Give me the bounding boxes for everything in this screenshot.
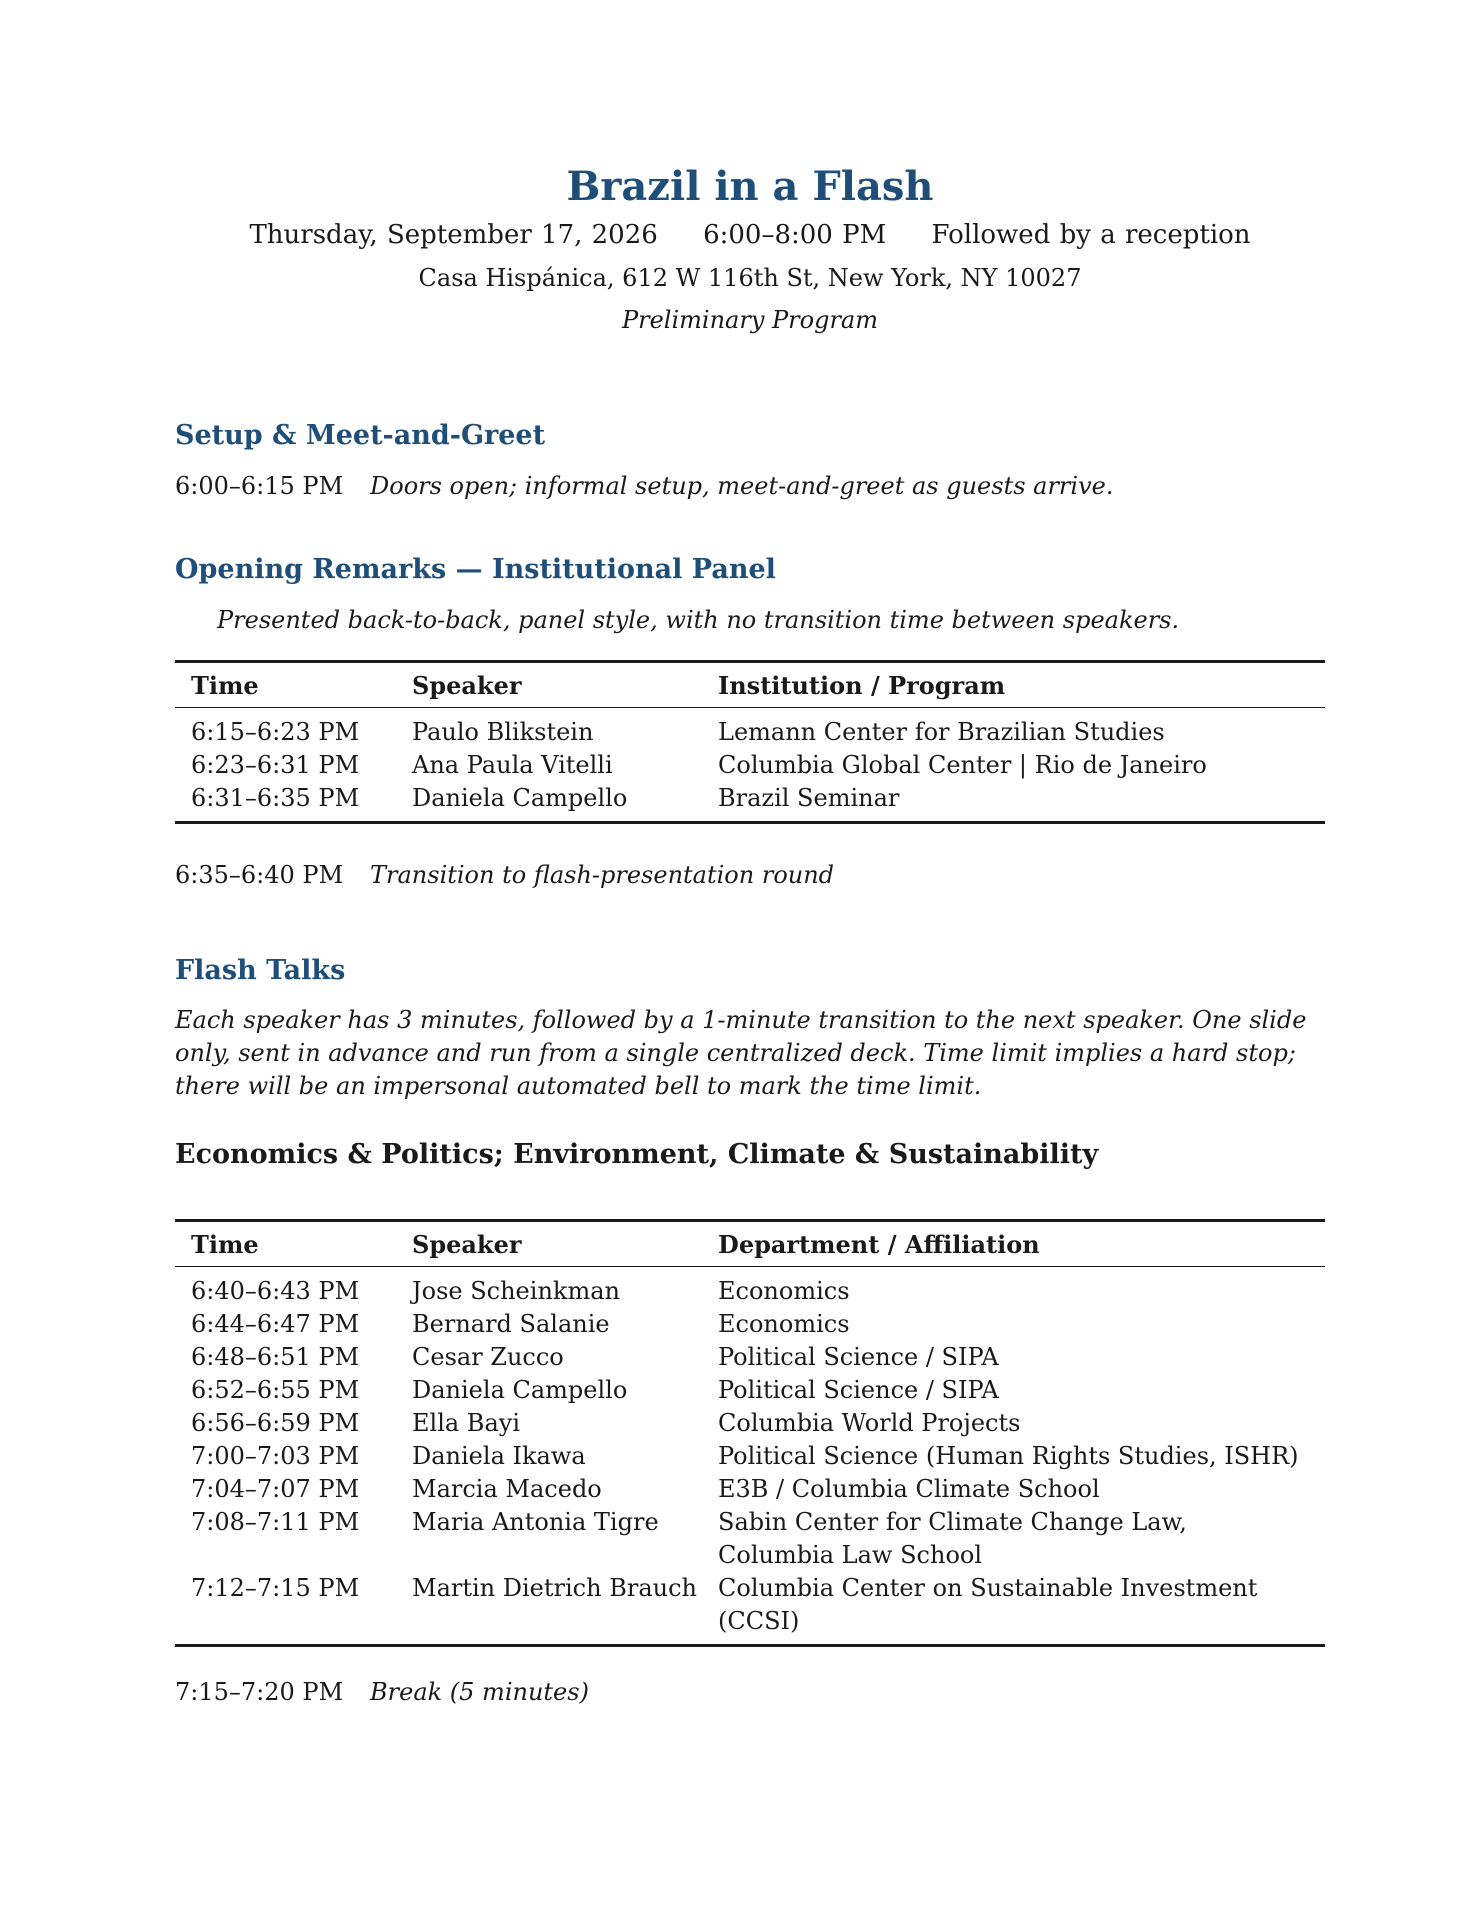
cell-department: Columbia World Projects <box>718 1409 1021 1437</box>
cell-time: 6:23–6:31 PM <box>191 751 360 779</box>
cell-time: 6:56–6:59 PM <box>191 1409 360 1437</box>
cell-institution: Lemann Center for Brazilian Studies <box>718 718 1165 746</box>
col-header-time: Time <box>175 662 396 708</box>
break-desc: Break (5 minutes) <box>370 1678 589 1706</box>
table-header-row <box>175 1221 1325 1267</box>
opening-note: Presented back-to-back, panel style, with no transition time between speakers. <box>217 606 1180 634</box>
cell-department: Economics <box>718 1310 850 1338</box>
flash-subheading: Economics & Politics; Environment, Climate & Sustainability <box>175 1139 1099 1170</box>
cell-speaker: Daniela Campello <box>412 1376 628 1404</box>
cell-time: 6:31–6:35 PM <box>191 784 360 812</box>
setup-desc: Doors open; informal setup, meet-and-greet as guests arrive. <box>370 472 1114 500</box>
cell-time: 6:52–6:55 PM <box>191 1376 360 1404</box>
event-time: 6:00–8:00 PM <box>703 220 887 250</box>
cell-time: 6:15–6:23 PM <box>191 718 360 746</box>
event-subline <box>175 220 1325 250</box>
col-header-time: Time <box>175 1221 396 1267</box>
transition-line <box>175 861 834 889</box>
cell-department: Columbia Center on Sustainable Investment (CCSI) <box>718 1574 1258 1635</box>
event-title: Brazil in a Flash <box>566 163 934 210</box>
cell-speaker: Ana Paula Vitelli <box>412 751 613 779</box>
break-line <box>175 1678 589 1706</box>
transition-desc: Transition to flash-presentation round <box>370 861 835 889</box>
flash-table <box>175 1219 1325 1647</box>
cell-time: 7:04–7:07 PM <box>191 1475 360 1503</box>
table-row <box>175 1308 1325 1341</box>
table-row <box>175 708 1325 750</box>
setup-heading: Setup & Meet-and-Greet <box>175 420 546 451</box>
flash-heading: Flash Talks <box>175 955 346 986</box>
cell-speaker: Ella Bayi <box>412 1409 520 1437</box>
table-row <box>175 749 1325 782</box>
cell-department: Economics <box>718 1277 850 1305</box>
table-row <box>175 1440 1325 1473</box>
table-row <box>175 1572 1325 1646</box>
col-header-speaker: Speaker <box>396 662 702 708</box>
table-row <box>175 1506 1325 1572</box>
opening-table <box>175 660 1325 824</box>
event-reception: Followed by a reception <box>931 220 1251 250</box>
cell-department: Sabin Center for Climate Change Law, Columbia Law School <box>718 1508 1187 1569</box>
cell-time: 7:12–7:15 PM <box>191 1574 360 1602</box>
cell-department: E3B / Columbia Climate School <box>718 1475 1100 1503</box>
event-venue: Casa Hispánica, 612 W 116th St, New York, NY 10027 <box>418 264 1082 292</box>
cell-time: 7:00–7:03 PM <box>191 1442 360 1470</box>
transition-time: 6:35–6:40 PM <box>175 861 344 889</box>
setup-time: 6:00–6:15 PM <box>175 472 344 500</box>
table-row <box>175 1374 1325 1407</box>
cell-department: Political Science (Human Rights Studies, ISHR) <box>718 1442 1299 1470</box>
cell-department: Political Science / SIPA <box>718 1376 999 1404</box>
cell-speaker: Jose Scheinkman <box>412 1277 620 1305</box>
table-row <box>175 782 1325 823</box>
table-row <box>175 1473 1325 1506</box>
cell-speaker: Daniela Ikawa <box>412 1442 586 1470</box>
table-header-row <box>175 662 1325 708</box>
cell-time: 7:08–7:11 PM <box>191 1508 360 1536</box>
cell-speaker: Paulo Blikstein <box>412 718 594 746</box>
opening-heading: Opening Remarks — Institutional Panel <box>175 554 776 585</box>
cell-speaker: Bernard Salanie <box>412 1310 610 1338</box>
col-header-department: Department / Affiliation <box>702 1221 1325 1267</box>
cell-time: 6:44–6:47 PM <box>191 1310 360 1338</box>
col-header-speaker: Speaker <box>396 1221 702 1267</box>
cell-time: 6:48–6:51 PM <box>191 1343 360 1371</box>
break-time: 7:15–7:20 PM <box>175 1678 344 1706</box>
table-row <box>175 1267 1325 1309</box>
cell-speaker: Cesar Zucco <box>412 1343 564 1371</box>
cell-time: 6:40–6:43 PM <box>191 1277 360 1305</box>
program-label: Preliminary Program <box>621 306 878 334</box>
table-row <box>175 1341 1325 1374</box>
setup-line <box>175 472 1113 500</box>
cell-institution: Brazil Seminar <box>718 784 900 812</box>
event-date: Thursday, September 17, 2026 <box>249 220 658 250</box>
flash-note: Each speaker has 3 minutes, followed by a 1-minute transition to the next speaker. One slide only, sent in advance and run from a single centralized deck. Time limit implies a hard stop; there will be an impersonal automated bell to mark the time limit. <box>175 1006 1307 1100</box>
table-row <box>175 1407 1325 1440</box>
cell-speaker: Martin Dietrich Brauch <box>412 1574 697 1602</box>
cell-speaker: Maria Antonia Tigre <box>412 1508 659 1536</box>
cell-speaker: Marcia Macedo <box>412 1475 602 1503</box>
cell-institution: Columbia Global Center | Rio de Janeiro <box>718 751 1207 779</box>
cell-speaker: Daniela Campello <box>412 784 628 812</box>
cell-department: Political Science / SIPA <box>718 1343 999 1371</box>
col-header-institution: Institution / Program <box>702 662 1325 708</box>
